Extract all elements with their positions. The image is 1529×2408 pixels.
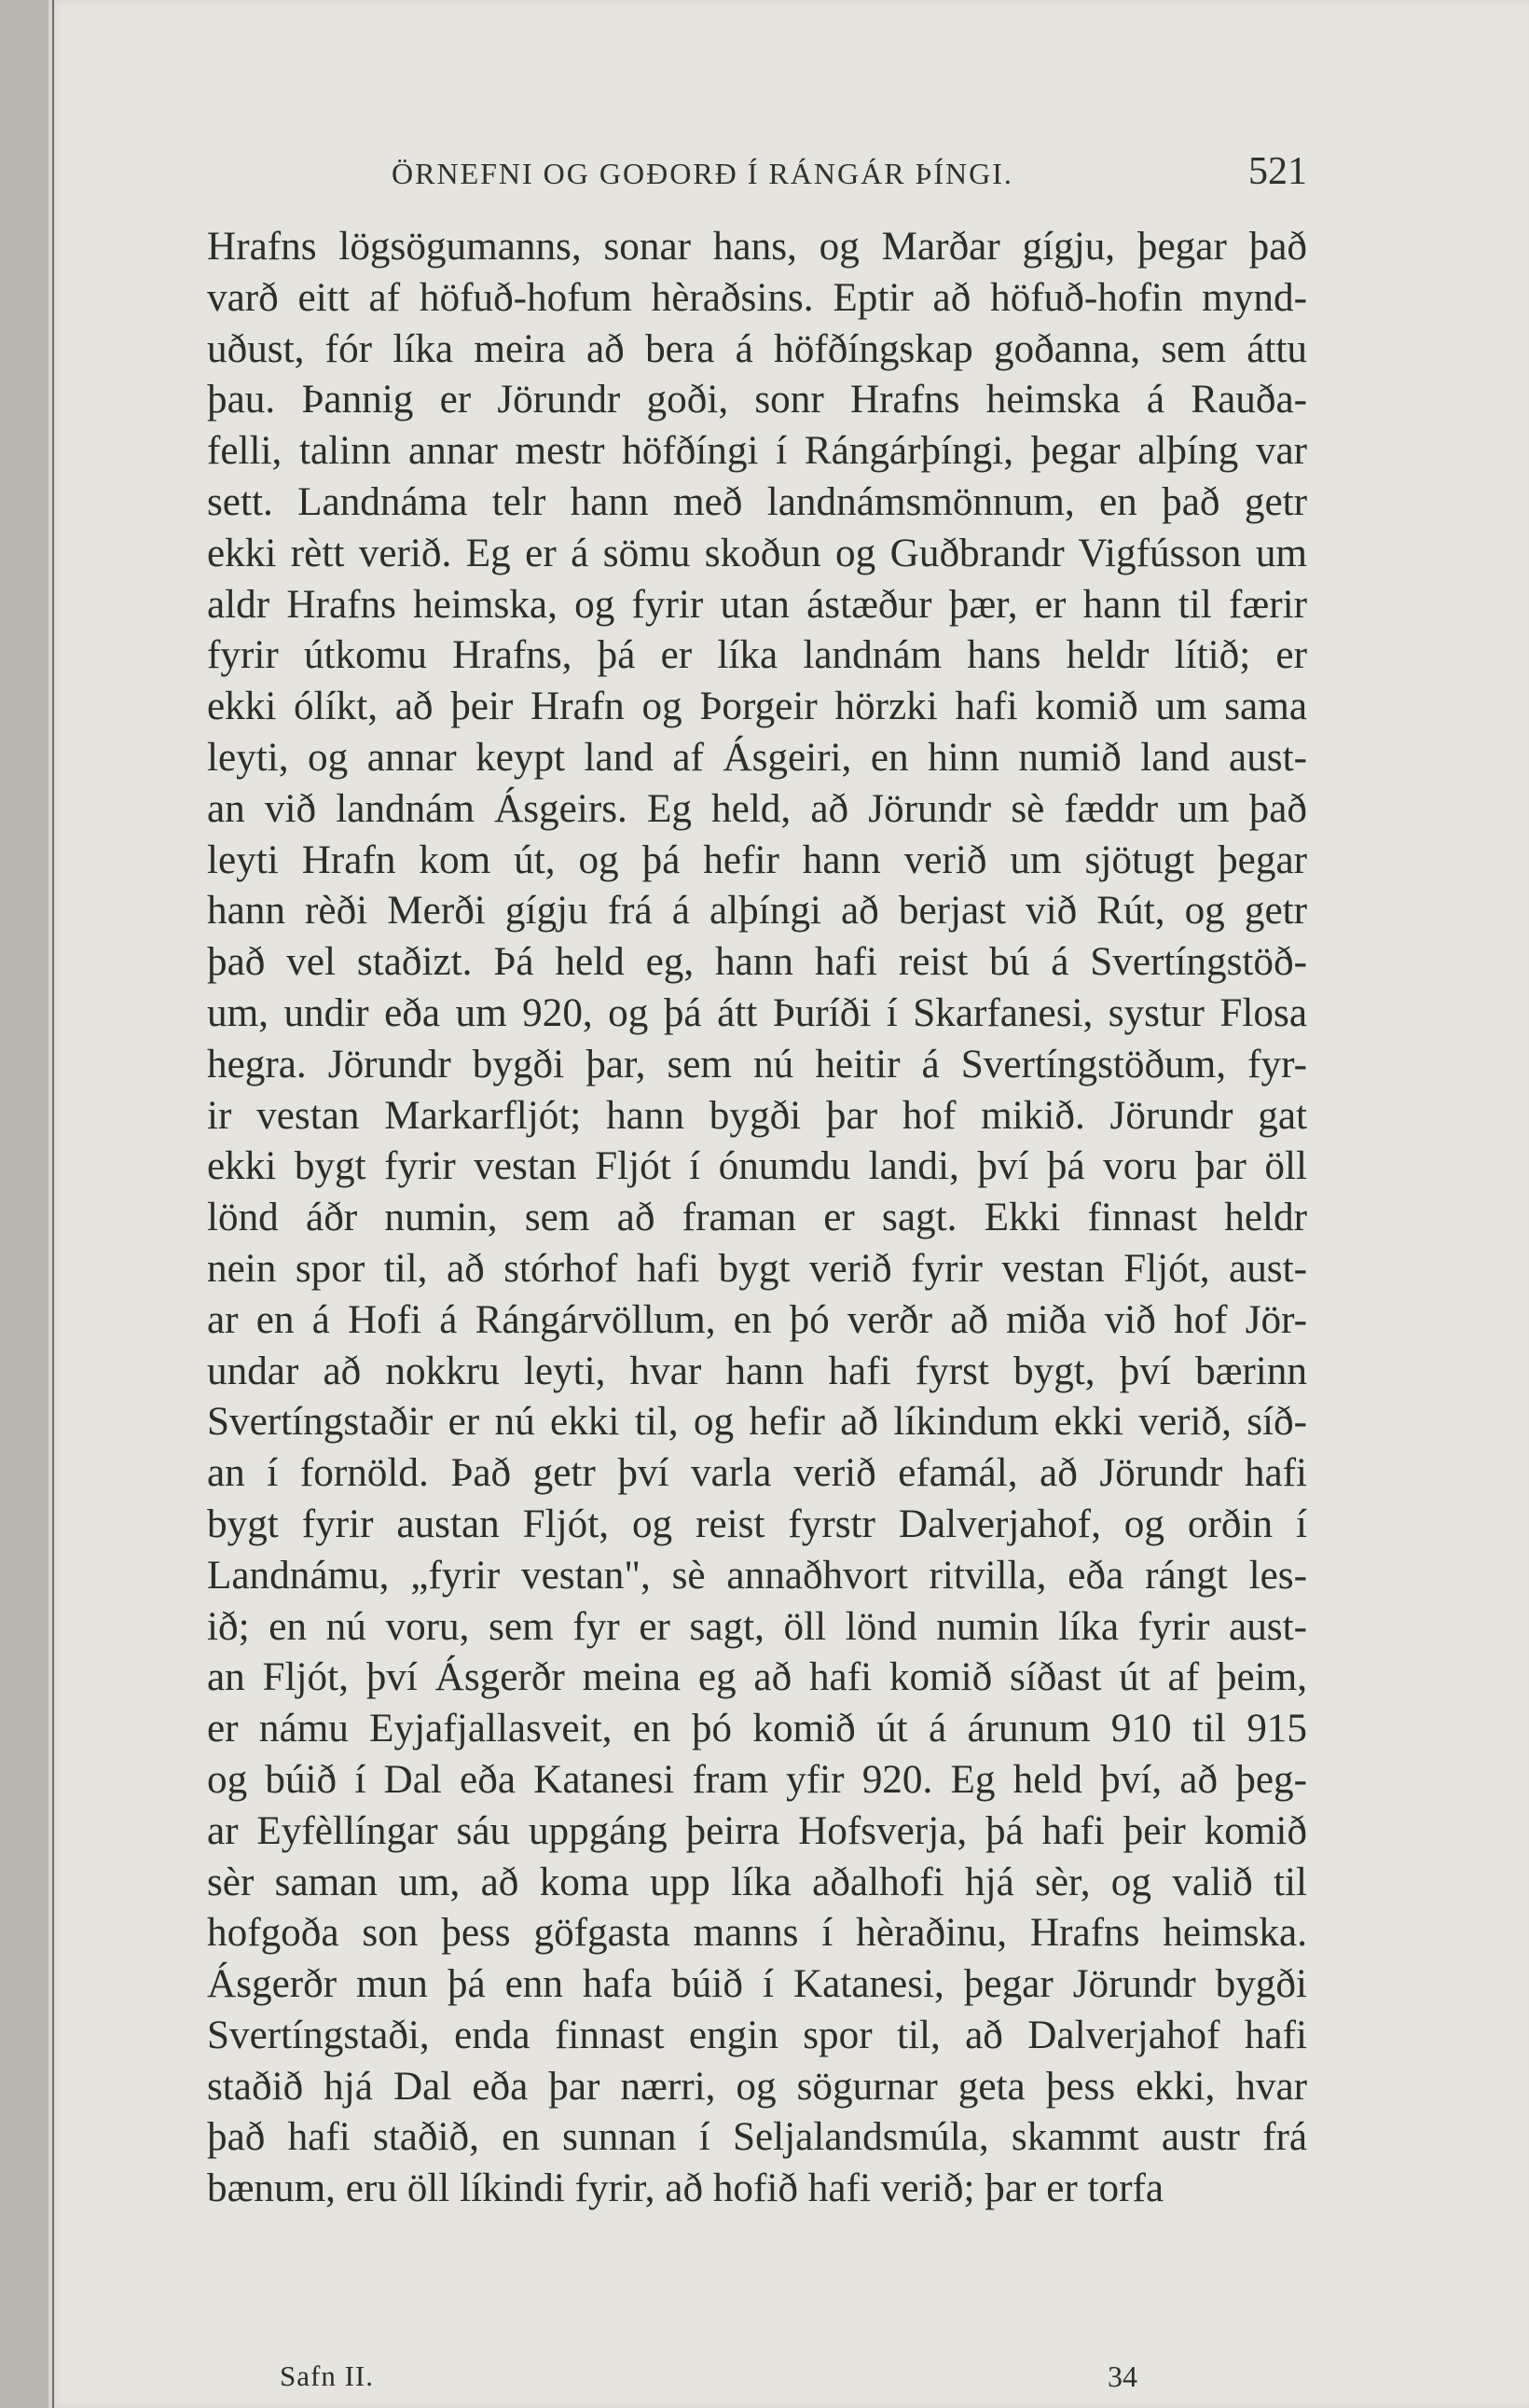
- text-line: an Fljót, því Ásgerðr meina eg að hafi komið síðast út af þeim,: [207, 1655, 1307, 1700]
- text-line: ekki bygt fyrir vestan Fljót í ónumdu landi, því þá voru þar öll: [207, 1144, 1307, 1189]
- text-line: Svertíngstaðir er nú ekki til, og hefir að líkindum ekki verið, síð-: [207, 1400, 1307, 1445]
- signature-mark: Safn II.: [280, 2360, 374, 2392]
- text-line: sèr saman um, að koma upp líka aðalhofi hjá sèr, og valið til: [207, 1860, 1307, 1904]
- running-head: ÖRNEFNI OG GOÐORÐ Í RÁNGÁR ÞÍNGI.: [392, 157, 1013, 190]
- text-line: undar að nokkru leyti, hvar hann hafi fyrst bygt, því bærinn: [207, 1349, 1307, 1393]
- page-header: [392, 149, 1307, 201]
- text-line: hegra. Jörundr bygði þar, sem nú heitir á Svertíngstöðum, fyr-: [207, 1042, 1307, 1086]
- text-line: Landnámu, „fyrir vestan", sè annaðhvort ritvilla, eða rángt les-: [207, 1553, 1307, 1598]
- text-line: aldr Hrafns heimska, og fyrir utan ástæður þær, er hann til færir: [207, 582, 1307, 627]
- text-line: uðust, fór líka meira að bera á höfðíngskap goðanna, sem áttu: [207, 326, 1307, 371]
- text-line: Ásgerðr mun þá enn hafa búið í Katanesi, þegar Jörundr bygði: [207, 1962, 1307, 2007]
- text-line: það vel staðizt. Þá held eg, hann hafi reist bú á Svertíngstöð-: [207, 940, 1307, 985]
- text-line: fyrir útkomu Hrafns, þá er líka landnám hans heldr lítið; er: [207, 633, 1307, 678]
- text-line: Hrafns lögsögumanns, sonar hans, og Marðar gígju, þegar það: [207, 225, 1307, 269]
- body-text: [207, 222, 1307, 2215]
- text-line: ar Eyfèllíngar sáu uppgáng þeirra Hofsverja, þá hafi þeir komið: [207, 1808, 1307, 1853]
- text-line: leyti, og annar keypt land af Ásgeiri, en hinn numið land aust-: [207, 735, 1307, 780]
- text-line: nein spor til, að stórhof hafi bygt verið fyrir vestan Fljót, aust-: [207, 1246, 1307, 1291]
- text-line: hofgoða son þess göfgasta manns í hèraðinu, Hrafns heimska.: [207, 1911, 1307, 1956]
- text-line: felli, talinn annar mestr höfðíngi í Rángárþíngi, þegar alþíng var: [207, 429, 1307, 474]
- text-line: um, undir eða um 920, og þá átt Þuríði í Skarfanesi, systur Flosa: [207, 990, 1307, 1035]
- sheet-number: 34: [1108, 2360, 1137, 2393]
- text-line: an við landnám Ásgeirs. Eg held, að Jörundr sè fæddr um það: [207, 786, 1307, 831]
- text-line: ir vestan Markarfljót; hann bygði þar hof mikið. Jörundr gat: [207, 1093, 1307, 1138]
- text-line: og búið í Dal eða Katanesi fram yfir 920. Eg held því, að þeg-: [207, 1757, 1307, 1802]
- text-line: sett. Landnáma telr hann með landnámsmönnum, en það getr: [207, 479, 1307, 524]
- text-line: hann rèði Merði gígju frá á alþíngi að berjast við Rút, og getr: [207, 889, 1307, 934]
- text-line: bygt fyrir austan Fljót, og reist fyrstr Dalverjahof, og orðin í: [207, 1502, 1307, 1546]
- text-line: leyti Hrafn kom út, og þá hefir hann verið um sjötugt þegar: [207, 837, 1307, 882]
- text-line: an í fornöld. Það getr því varla verið efamál, að Jörundr hafi: [207, 1451, 1307, 1496]
- text-line: þau. Þannig er Jörundr goði, sonr Hrafns heimska á Rauða-: [207, 378, 1307, 422]
- page-gutter-edge: [52, 0, 54, 2408]
- page-number: 521: [1248, 150, 1307, 193]
- page-footer: [280, 2360, 1137, 2397]
- text-line: lönd áðr numin, sem að framan er sagt. Ekki finnast heldr: [207, 1196, 1307, 1240]
- text-line: staðið hjá Dal eða þar nærri, og sögurnar geta þess ekki, hvar: [207, 2064, 1307, 2109]
- text-line: ar en á Hofi á Rángárvöllum, en þó verðr að miða við hof Jör-: [207, 1297, 1307, 1342]
- text-line: Svertíngstaði, enda finnast engin spor til, að Dalverjahof hafi: [207, 2013, 1307, 2057]
- text-line: það hafi staðið, en sunnan í Seljalandsmúla, skammt austr frá: [207, 2115, 1307, 2160]
- text-line: bænum, eru öll líkindi fyrir, að hofið hafi verið; þar er torfa: [207, 2166, 1164, 2211]
- text-line: ekki rètt verið. Eg er á sömu skoðun og Guðbrandr Vigfússon um: [207, 531, 1307, 575]
- text-line: varð eitt af höfuð-hofum hèraðsins. Eptir að höfuð-hofin mynd-: [207, 275, 1307, 320]
- text-line: er námu Eyjafjallasveit, en þó komið út á árunum 910 til 915: [207, 1707, 1307, 1751]
- text-line: ekki ólíkt, að þeir Hrafn og Þorgeir hörzki hafi komið um sama: [207, 685, 1307, 729]
- text-line: ið; en nú voru, sem fyr er sagt, öll lönd numin líka fyrir aust-: [207, 1604, 1307, 1649]
